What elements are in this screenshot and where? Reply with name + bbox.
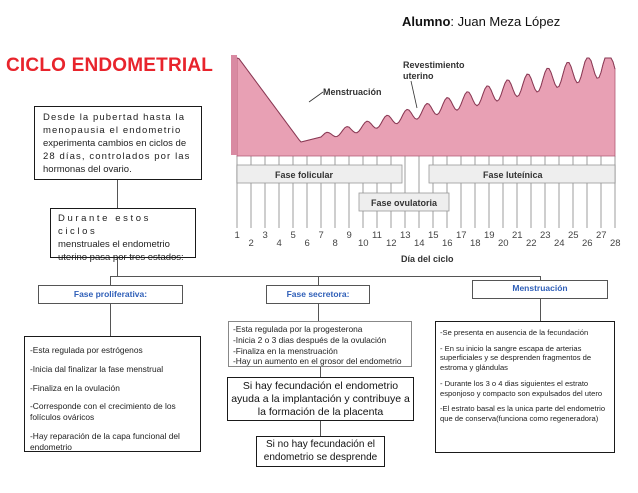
endometrial-cycle-figure <box>231 50 621 270</box>
day-tick-label: 4 <box>276 238 282 249</box>
tissue-left-edge <box>231 55 237 155</box>
states-line: Durante estos ciclos <box>58 213 151 238</box>
connector-secretora-detail <box>318 304 319 321</box>
detail-item: -Inicia 2 o 3 dias después de la ovulación <box>233 334 387 345</box>
intro-line: 28 días, controlados por las <box>43 151 191 163</box>
connector-horizontal <box>110 276 541 277</box>
detail-item: -Finaliza en la ovulación <box>30 382 120 393</box>
bar-luteinica-label: Fase luteínica <box>483 170 543 180</box>
day-tick-label: 3 <box>262 230 268 241</box>
day-tick-label: 24 <box>554 238 565 249</box>
student-line <box>402 14 560 29</box>
no-fecundacion-note: Si no hay fecundación el endometrio se desprende <box>256 436 385 467</box>
day-tick-label: 15 <box>428 230 439 241</box>
day-tick-label: 14 <box>414 238 425 249</box>
connector-proliferativa-detail <box>110 304 111 336</box>
detail-item: -Finaliza en la menstruación <box>233 345 338 356</box>
intro-line: hormonas del ovario. <box>43 164 132 176</box>
day-tick-label: 8 <box>332 238 338 249</box>
connector-intro-states <box>117 180 118 208</box>
menstruacion-fig-label: Menstruación <box>323 87 382 97</box>
day-tick-label: 16 <box>442 238 453 249</box>
detail-item: - Durante los 3 o 4 dias siguientes el estrato esponjoso y compacto son expulsados del utero <box>440 378 603 398</box>
proliferativa-detail-box <box>24 336 201 452</box>
phase-proliferativa: Fase proliferativa: <box>38 285 183 304</box>
states-line: uterino pasa por tres estados: <box>58 252 184 264</box>
day-tick-label: 5 <box>290 230 296 241</box>
revestimiento-label-2: uterino <box>403 71 434 81</box>
menstruacion-detail-box <box>435 321 615 453</box>
detail-item: - En su inicio la sangre escapa de arterias superficiales y se desprenden fragmentos de estroma y glándulas <box>440 343 592 373</box>
states-line: menstruales el endometrio <box>58 239 170 251</box>
detail-item: -Hay un aumento en el grosor del endometrio <box>233 356 402 367</box>
student-name: : Juan Meza López <box>450 14 561 29</box>
intro-line: menopausia el endometrio <box>43 125 182 137</box>
phase-secretora: Fase secretora: <box>266 285 370 304</box>
student-label: Alumno <box>402 14 451 29</box>
day-tick-label: 18 <box>470 238 481 249</box>
day-tick-label: 12 <box>386 238 397 249</box>
detail-item: -Corresponde con el crecimiento de los folículos ováricos <box>30 401 176 422</box>
day-tick-label: 2 <box>248 238 254 249</box>
day-tick-label: 22 <box>526 238 537 249</box>
day-tick-label: 25 <box>568 230 579 241</box>
bar-ovulatoria-label: Fase ovulatoria <box>371 198 438 208</box>
day-tick-label: 17 <box>456 230 467 241</box>
page-title: CICLO ENDOMETRIAL <box>6 55 214 76</box>
day-tick-label: 6 <box>304 238 310 249</box>
intro-box <box>34 106 202 180</box>
day-tick-label: 19 <box>484 230 495 241</box>
states-box <box>50 208 196 264</box>
detail-item: -El estrato basal es la unica parte del endometrio que de conserva(funciona como regeneradora) <box>440 404 606 424</box>
bar-folicular-label: Fase folicular <box>275 170 334 180</box>
day-tick-label: 26 <box>582 238 593 249</box>
day-tick-label: 10 <box>358 238 369 249</box>
secretora-detail-box <box>228 321 412 367</box>
detail-item: -Esta regulada por estrógenos <box>30 345 143 355</box>
day-tick-label: 7 <box>318 230 324 241</box>
detail-item: -Esta regulada por la progesterona <box>233 324 363 334</box>
day-tick-label: 28 <box>610 238 621 249</box>
connector-fecundacion-nofec <box>320 421 321 436</box>
day-tick-label: 9 <box>346 230 352 241</box>
day-tick-label: 1 <box>234 230 240 241</box>
intro-line: Desde la pubertad hasta la <box>43 112 186 123</box>
day-tick-label: 20 <box>498 238 509 249</box>
detail-item: -Hay reparación de la capa funcional del endometrio <box>30 430 180 452</box>
day-tick-label: 11 <box>372 230 382 241</box>
day-tick-label: 21 <box>512 230 523 241</box>
day-tick-label: 23 <box>540 230 551 241</box>
connector-drop-proliferativa <box>110 276 111 285</box>
fecundacion-note: Si hay fecundación el endometrio ayuda a la implantación y contribuye a la formación de la placenta <box>227 377 414 421</box>
phase-menstruacion: Menstruación <box>472 280 608 299</box>
connector-drop-secretora <box>318 276 319 285</box>
connector-menstruacion-detail <box>540 299 541 321</box>
connector-secretora-fecundacion <box>320 367 321 377</box>
detail-item: -Se presenta en ausencia de la fecundación <box>440 328 589 337</box>
detail-item: -Inicia dal finalizar la fase menstrual <box>30 363 164 374</box>
axis-title: Día del ciclo <box>401 254 454 264</box>
day-tick-label: 27 <box>596 230 607 241</box>
cycle-figure-svg <box>231 50 621 270</box>
revestimiento-label-1: Revestimiento <box>403 60 465 70</box>
intro-line: experimenta cambios en ciclos de <box>43 138 187 150</box>
day-tick-label: 13 <box>400 230 411 241</box>
